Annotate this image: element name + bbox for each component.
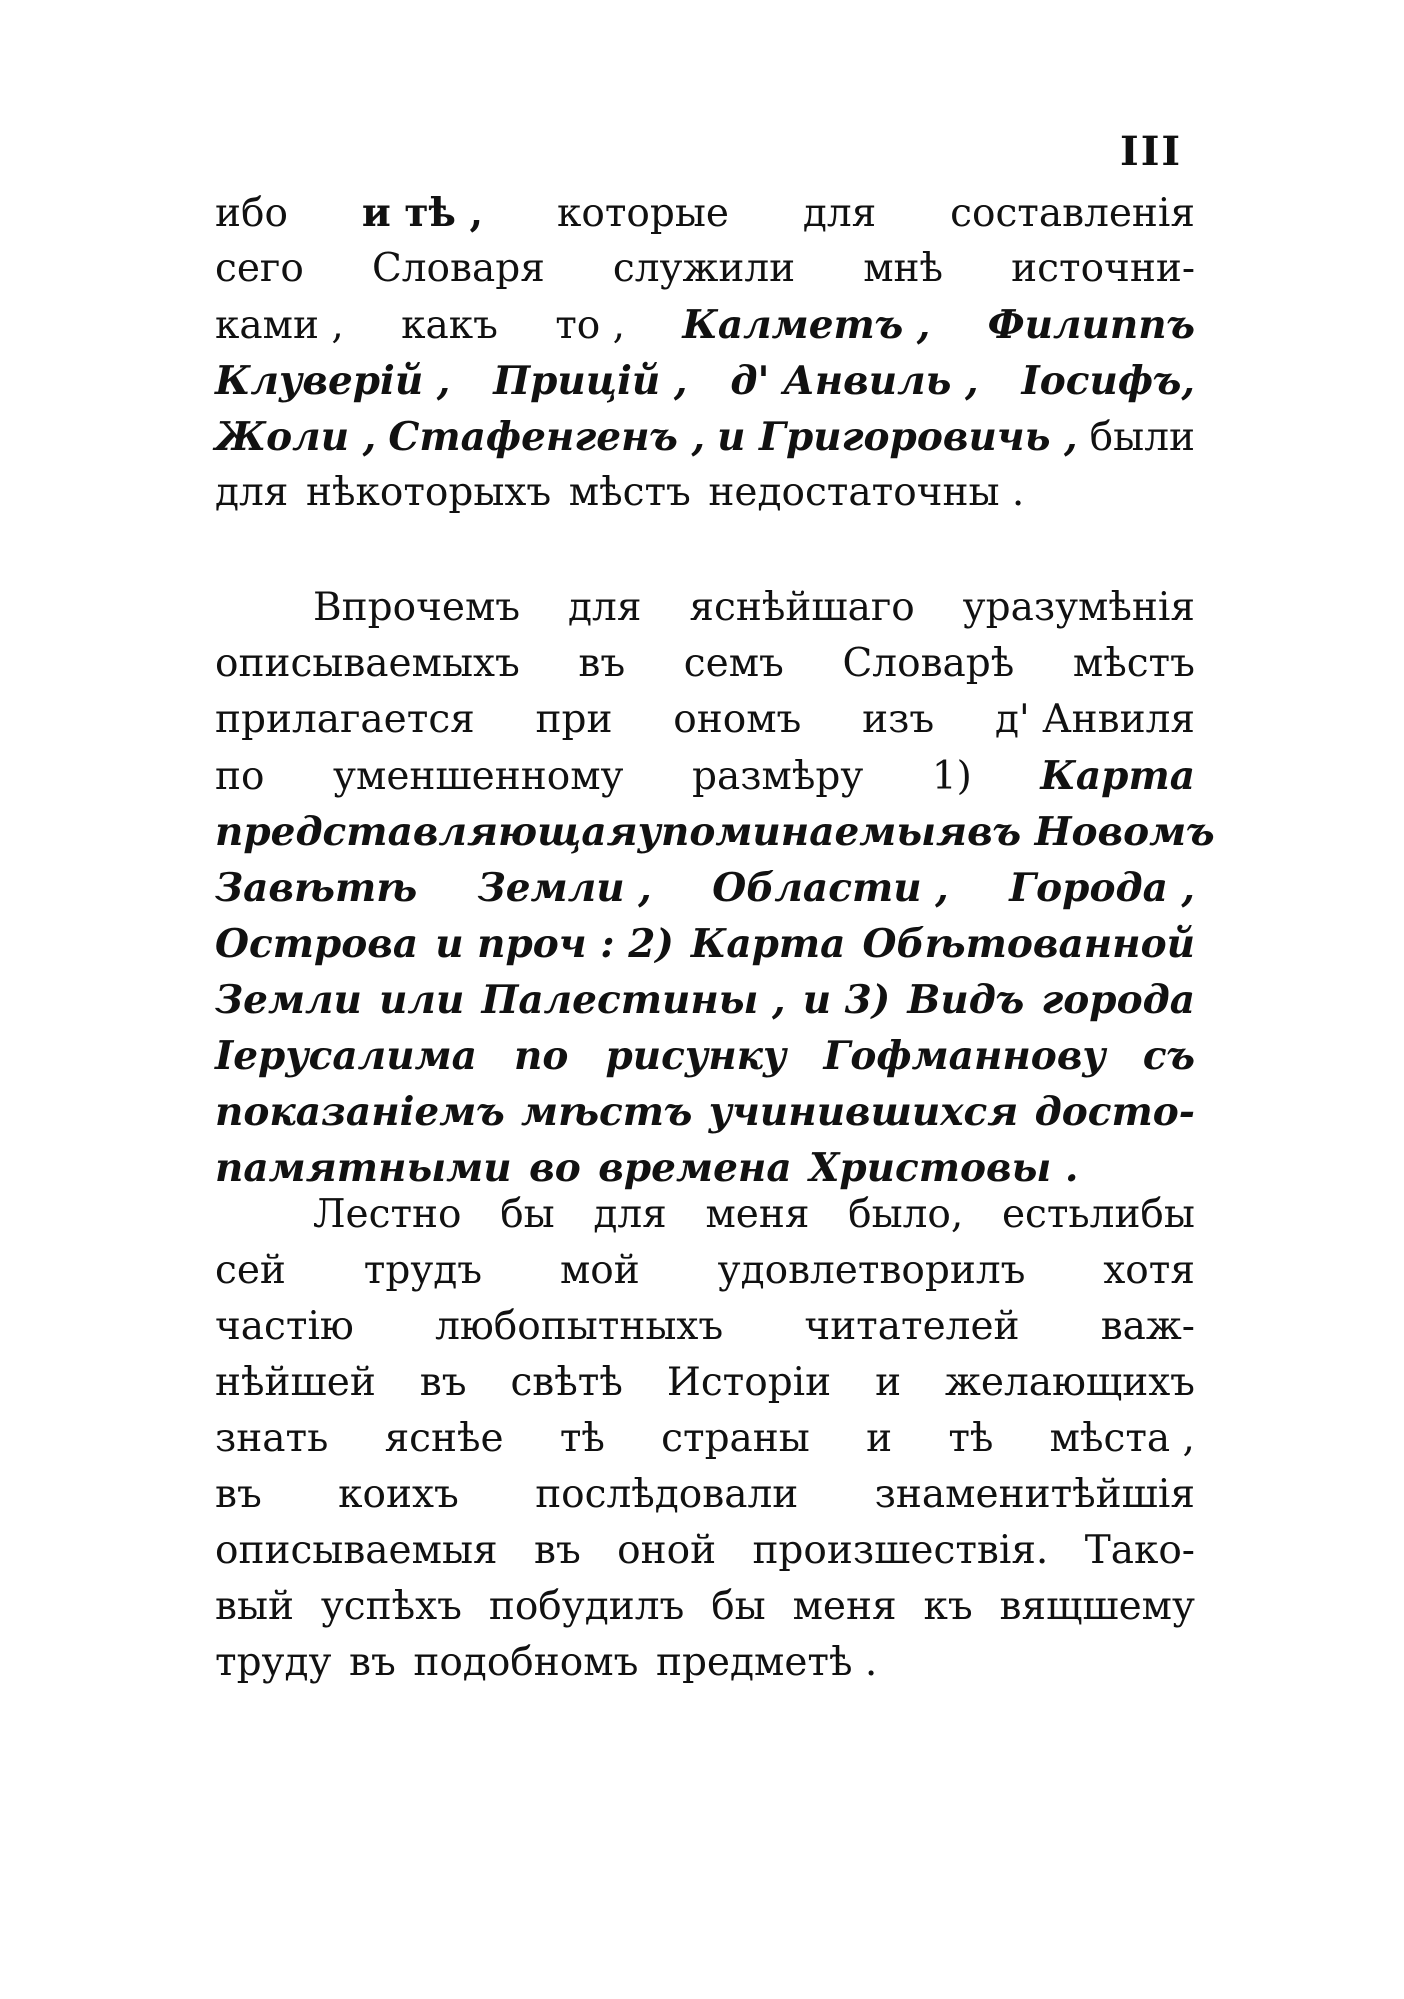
text-segment: любопытныхъ bbox=[435, 1304, 724, 1349]
text-segment: тѣ bbox=[559, 1416, 605, 1461]
text-line bbox=[215, 804, 1215, 860]
text-segment: вый bbox=[215, 1584, 294, 1629]
text-segment: прилагается bbox=[215, 697, 475, 742]
text-segment: удовлетворилъ bbox=[717, 1248, 1026, 1293]
paragraph-closing bbox=[215, 1187, 1195, 1691]
text-segment: желающихъ bbox=[945, 1360, 1195, 1405]
text-segment: нѣкоторыхъ bbox=[305, 470, 552, 515]
text-segment: д' Анвиля bbox=[994, 697, 1195, 742]
text-segment: составленія bbox=[950, 191, 1195, 236]
text-segment: было, bbox=[848, 1192, 964, 1237]
text-segment: естьлибы bbox=[1001, 1192, 1195, 1237]
text-segment: по bbox=[215, 754, 265, 799]
text-segment: источни- bbox=[1011, 246, 1195, 291]
text-line bbox=[215, 1635, 1195, 1691]
text-segment: мѣстъ bbox=[568, 470, 691, 515]
text-segment: нѣйшей bbox=[215, 1360, 376, 1405]
text-segment: въ bbox=[533, 1528, 581, 1573]
text-segment: описываемыя bbox=[215, 1528, 498, 1573]
text-line bbox=[215, 465, 1195, 521]
text-line bbox=[215, 1187, 1195, 1243]
text-segment: свѣтѣ bbox=[510, 1360, 623, 1405]
text-segment: памятными bbox=[215, 1145, 512, 1191]
text-segment: Стафенгенъ , bbox=[388, 414, 706, 460]
text-segment: во bbox=[529, 1145, 581, 1191]
text-segment: коихъ bbox=[338, 1472, 459, 1517]
text-segment: къ bbox=[923, 1584, 973, 1629]
text-segment: и проч : 2) bbox=[435, 921, 674, 967]
text-segment: мнѣ bbox=[863, 246, 944, 291]
text-line bbox=[215, 353, 1195, 409]
text-segment: Христовы . bbox=[809, 1145, 1079, 1191]
text-segment: Жоли , bbox=[215, 414, 377, 460]
text-segment: размѣру bbox=[692, 754, 864, 799]
text-segment: Впрочемъ bbox=[313, 585, 521, 630]
text-segment: для bbox=[593, 1192, 667, 1237]
text-line bbox=[215, 692, 1195, 748]
text-segment: времена bbox=[598, 1145, 792, 1191]
text-segment: въ bbox=[215, 1472, 262, 1517]
text-segment: успѣхъ bbox=[320, 1584, 462, 1629]
text-line bbox=[215, 916, 1195, 972]
text-segment: читателей bbox=[804, 1304, 1020, 1349]
text-segment: Обѣтованной bbox=[862, 921, 1195, 967]
text-segment: въ bbox=[578, 641, 626, 686]
text-segment: въ bbox=[419, 1360, 467, 1405]
text-segment: семъ bbox=[683, 641, 784, 686]
text-segment: Видъ bbox=[907, 977, 1025, 1023]
text-line bbox=[215, 580, 1195, 636]
text-segment: и bbox=[866, 1416, 893, 1461]
text-segment: страны bbox=[661, 1416, 810, 1461]
text-line bbox=[215, 185, 1195, 241]
text-line bbox=[215, 1299, 1195, 1355]
text-segment: Клуверій , bbox=[215, 358, 451, 404]
text-segment: или bbox=[379, 977, 465, 1023]
text-segment: служили bbox=[612, 246, 796, 291]
text-segment: съ bbox=[1142, 1033, 1195, 1079]
text-segment: Карта bbox=[1040, 753, 1195, 799]
text-segment: Карта bbox=[690, 921, 846, 967]
text-segment: трудъ bbox=[363, 1248, 483, 1293]
text-segment: мой bbox=[559, 1248, 640, 1293]
text-segment: знаменитѣйшія bbox=[874, 1472, 1195, 1517]
text-segment: Калметъ , bbox=[682, 302, 931, 348]
text-segment: меня bbox=[792, 1584, 897, 1629]
text-segment: представляющая bbox=[215, 809, 638, 855]
text-line bbox=[215, 1523, 1195, 1579]
text-segment: знать bbox=[215, 1416, 329, 1461]
text-segment: Филиппъ bbox=[987, 302, 1195, 348]
text-segment: Словаря bbox=[371, 246, 545, 291]
text-segment: и тѣ , bbox=[361, 190, 484, 236]
text-segment: вящшему bbox=[999, 1584, 1195, 1629]
text-segment: 1) bbox=[931, 754, 972, 799]
text-segment: труду bbox=[215, 1640, 332, 1685]
text-line bbox=[215, 636, 1195, 692]
text-segment: меня bbox=[705, 1192, 810, 1237]
text-segment: Завѣтѣ bbox=[215, 865, 418, 911]
text-segment: Земли bbox=[215, 977, 362, 1023]
text-segment: яснѣе bbox=[384, 1416, 504, 1461]
text-segment: тѣ bbox=[948, 1416, 994, 1461]
text-segment: для bbox=[215, 470, 289, 515]
text-line bbox=[215, 1028, 1195, 1084]
text-segment: Гофманнову bbox=[823, 1033, 1106, 1079]
text-segment: рисунку bbox=[605, 1033, 787, 1079]
text-line bbox=[215, 748, 1195, 804]
text-segment: упоминаемыя bbox=[637, 809, 968, 855]
text-segment: мѣстъ bbox=[1072, 641, 1195, 686]
text-segment: Области , bbox=[712, 865, 949, 911]
paragraph-sources bbox=[215, 185, 1195, 521]
text-segment: Палестины , bbox=[481, 977, 786, 1023]
text-segment: побудилъ bbox=[488, 1584, 685, 1629]
text-segment: по bbox=[514, 1033, 569, 1079]
text-line bbox=[215, 860, 1195, 916]
text-line bbox=[215, 1579, 1195, 1635]
text-segment: учинившихся bbox=[708, 1089, 1019, 1135]
text-segment: Словарѣ bbox=[842, 641, 1015, 686]
text-segment: Земли , bbox=[477, 865, 652, 911]
text-segment: хотя bbox=[1103, 1248, 1195, 1293]
text-line bbox=[215, 1355, 1195, 1411]
text-segment: при bbox=[535, 697, 613, 742]
text-segment: уменшенному bbox=[333, 754, 624, 799]
text-line bbox=[215, 1243, 1195, 1299]
text-segment: Прицій , bbox=[493, 358, 688, 404]
text-segment: въ bbox=[349, 1640, 396, 1685]
text-segment: Лестно bbox=[313, 1192, 462, 1237]
text-segment: д' Анвиль , bbox=[730, 358, 979, 404]
text-segment: яснѣйшаго bbox=[689, 585, 915, 630]
text-segment: мѣста , bbox=[1049, 1416, 1195, 1461]
text-segment: и 3) bbox=[802, 977, 891, 1023]
text-segment: и Григоровичь , bbox=[717, 414, 1078, 460]
text-segment: предметѣ . bbox=[655, 1640, 878, 1685]
text-line bbox=[215, 1084, 1195, 1140]
text-segment: ономъ bbox=[673, 697, 802, 742]
text-segment: досто- bbox=[1034, 1089, 1195, 1135]
text-segment: недостаточны . bbox=[708, 470, 1025, 515]
text-segment: ибо bbox=[215, 191, 288, 236]
text-segment: описываемыхъ bbox=[215, 641, 520, 686]
text-segment: изъ bbox=[862, 697, 935, 742]
text-segment: сей bbox=[215, 1248, 286, 1293]
text-segment: Исторіи bbox=[666, 1360, 832, 1405]
text-segment: то , bbox=[555, 303, 626, 348]
text-segment: въ Новомъ bbox=[967, 809, 1215, 855]
paragraph-maps bbox=[215, 580, 1215, 1196]
text-segment: бы bbox=[711, 1584, 766, 1629]
text-segment: сего bbox=[215, 246, 304, 291]
text-segment: Города , bbox=[1009, 865, 1195, 911]
text-line bbox=[215, 241, 1195, 297]
text-segment: послѣдовали bbox=[535, 1472, 799, 1517]
text-segment: подобномъ bbox=[413, 1640, 639, 1685]
text-segment: Тако- bbox=[1084, 1528, 1195, 1573]
text-line bbox=[215, 1411, 1195, 1467]
text-line bbox=[215, 409, 1195, 465]
text-segment: были bbox=[1089, 415, 1195, 460]
text-line bbox=[215, 297, 1195, 353]
text-segment: Іосифъ, bbox=[1021, 358, 1195, 404]
text-segment: Іерусалима bbox=[215, 1033, 477, 1079]
text-segment: произшествія. bbox=[752, 1528, 1049, 1573]
text-segment: частію bbox=[215, 1304, 354, 1349]
text-segment: ками , bbox=[215, 303, 344, 348]
text-line bbox=[215, 972, 1195, 1028]
text-segment: мѣстъ bbox=[521, 1089, 693, 1135]
text-segment: показаніемъ bbox=[215, 1089, 505, 1135]
text-segment: важ- bbox=[1100, 1304, 1195, 1349]
text-segment: Острова bbox=[215, 921, 419, 967]
text-segment: оной bbox=[617, 1528, 717, 1573]
text-segment: города bbox=[1041, 977, 1195, 1023]
text-segment: для bbox=[568, 585, 642, 630]
text-line bbox=[215, 1467, 1195, 1523]
text-segment: которые bbox=[556, 191, 729, 236]
text-segment: для bbox=[802, 191, 877, 236]
page-number: III bbox=[1120, 128, 1183, 175]
text-segment: какъ bbox=[401, 303, 498, 348]
text-segment: уразумѣнія bbox=[962, 585, 1195, 630]
text-segment: бы bbox=[500, 1192, 555, 1237]
text-segment: и bbox=[875, 1360, 902, 1405]
